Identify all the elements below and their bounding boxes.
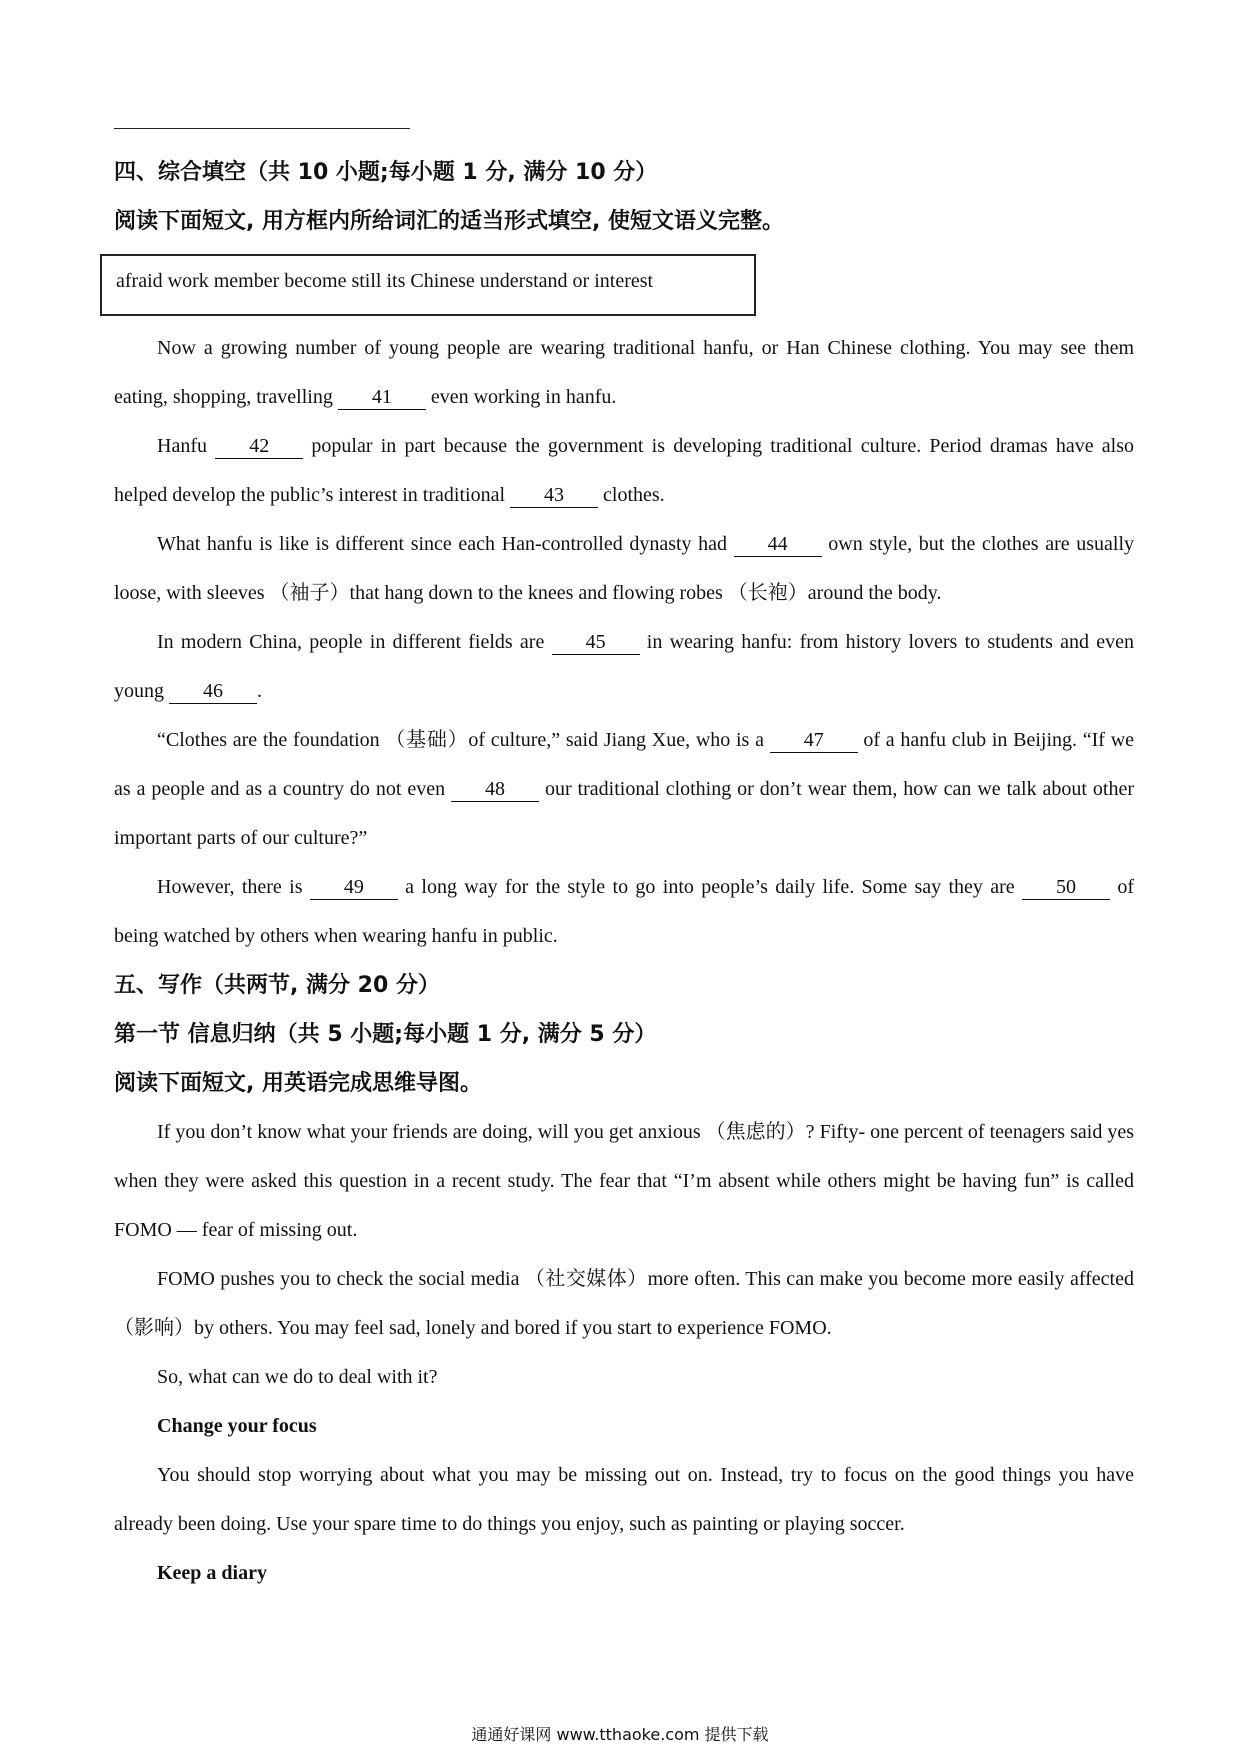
paragraph-2: Hanfu 42 popular in part because the government is developing traditional culture. Period dramas have also helped develop the public’s interest in traditional 43 clothes. bbox=[114, 435, 1135, 506]
fomo-paragraph-4: You should stop worrying about what you may be missing out on. Instead, try to focus on the good things you have already been doing. Use your spare time to do things you enjoy, such as painting or playing soccer. bbox=[114, 1464, 1134, 1535]
paragraph-1: Now a growing number of young people are wearing traditional hanfu, or Han Chinese clothing. You may see them eating, shopping, travelling 41 even working in hanfu. bbox=[114, 337, 1134, 408]
blank-46[interactable]: 46 bbox=[169, 679, 257, 704]
subheading-change-focus: Change your focus bbox=[157, 1415, 317, 1437]
subheading-keep-diary: Keep a diary bbox=[157, 1562, 267, 1584]
blank-45[interactable]: 45 bbox=[552, 630, 640, 655]
blank-44[interactable]: 44 bbox=[734, 532, 822, 557]
section4-title: 四、综合填空（共 10 小题;每小题 1 分, 满分 10 分） bbox=[114, 160, 658, 185]
fomo-paragraph-1: If you don’t know what your friends are doing, will you get anxious （焦虑的）? Fifty- one percent of teenagers said yes when they were asked this question in a recent study. The fear that “I’m absent while others might be having fun” is called FOMO — fear of missing out. bbox=[114, 1121, 1134, 1241]
document-body bbox=[114, 148, 1134, 1598]
section5-part1-title: 第一节 信息归纳（共 5 小题;每小题 1 分, 满分 5 分） bbox=[114, 1022, 657, 1047]
blank-47[interactable]: 47 bbox=[770, 728, 858, 753]
section5-title: 五、写作（共两节, 满分 20 分） bbox=[114, 973, 440, 998]
paragraph-6: However, there is 49 a long way for the style to go into people’s daily life. Some say they are 50 of being watched by others when wearing hanfu in public. bbox=[114, 876, 1134, 947]
blank-50[interactable]: 50 bbox=[1022, 875, 1110, 900]
blank-49[interactable]: 49 bbox=[310, 875, 398, 900]
page-footer: 通通好课网 www.tthaoke.com 提供下载 bbox=[471, 1725, 769, 1744]
fomo-paragraph-3: So, what can we do to deal with it? bbox=[157, 1366, 438, 1388]
top-rule bbox=[114, 128, 410, 129]
paragraph-5: “Clothes are the foundation （基础）of culture,” said Jiang Xue, who is a 47 of a hanfu club in Beijing. “If we as a people and as a country do not even 48 our traditional clothing or don’t wear them, how can we talk about other important parts of our culture?” bbox=[114, 729, 1135, 849]
section5-instruction: 阅读下面短文, 用英语完成思维导图。 bbox=[114, 1071, 483, 1096]
word-box: afraid work member become still its Chinese understand or interest bbox=[100, 254, 756, 316]
blank-42[interactable]: 42 bbox=[215, 434, 303, 459]
paragraph-3: What hanfu is like is different since each Han-controlled dynasty had 44 own style, but the clothes are usually loose, with sleeves （袖子）that hang down to the knees and flowing robes （长袍）around the body. bbox=[114, 533, 1135, 604]
fomo-paragraph-2: FOMO pushes you to check the social media （社交媒体）more often. This can make you become more easily affected （影响）by others. You may feel sad, lonely and bored if you start to experience FOMO. bbox=[114, 1268, 1134, 1339]
blank-41[interactable]: 41 bbox=[338, 385, 426, 410]
blank-48[interactable]: 48 bbox=[451, 777, 539, 802]
blank-43[interactable]: 43 bbox=[510, 483, 598, 508]
paragraph-4: In modern China, people in different fields are 45 in wearing hanfu: from history lovers to students and even young 46 . bbox=[114, 631, 1134, 702]
section4-instruction: 阅读下面短文, 用方框内所给词汇的适当形式填空, 使短文语义完整。 bbox=[114, 209, 785, 234]
